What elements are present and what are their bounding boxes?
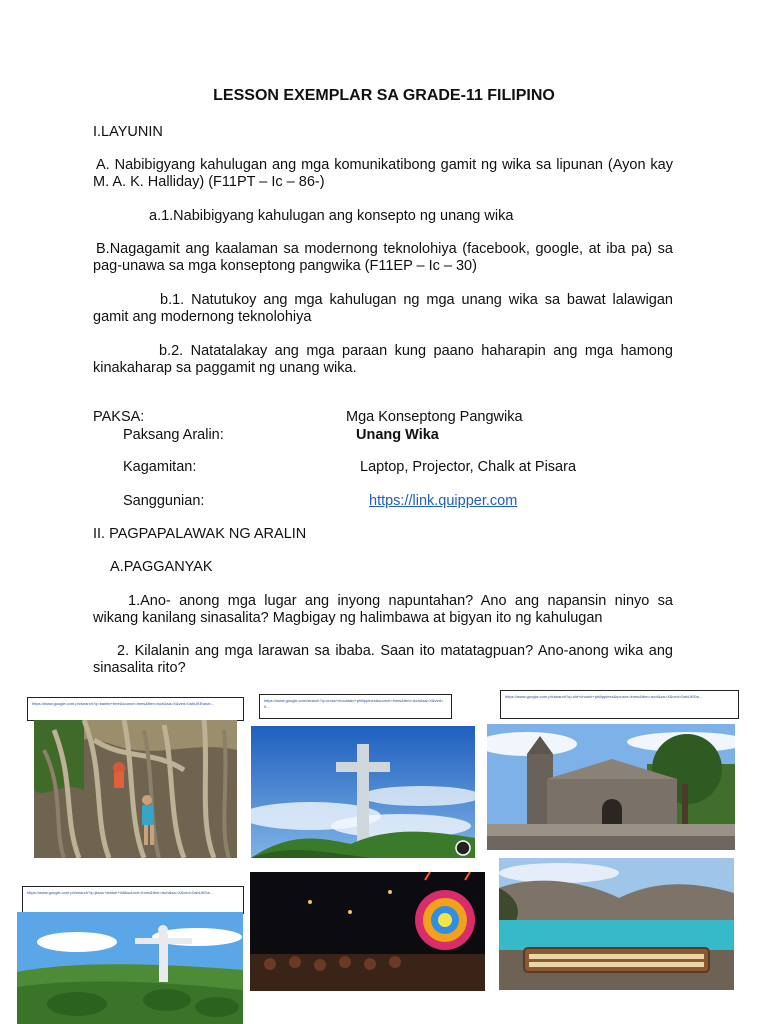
image-url-box-3[interactable] bbox=[500, 690, 739, 719]
image-url-2[interactable]: https://www.google.com/search?q=cross+mountain+philippines&source=lnms&tbm=isch&sa=X&ved=0... bbox=[264, 698, 444, 709]
objective-a: A. Nabibigyang kahulugan ang mga komunikatibong gamit ng wika sa lipunan (Ayon kay M. A. K. Halliday) (F11PT – Ic – 86-) bbox=[93, 157, 673, 190]
image-url-box-4[interactable] bbox=[22, 886, 244, 914]
paksa-label: PAKSA: bbox=[93, 409, 145, 425]
pagpapalawak-heading: II. PAGPAPALAWAK NG ARALIN bbox=[93, 526, 307, 542]
pagganyak-heading: A.PAGGANYAK bbox=[110, 559, 213, 575]
image-url-box-1[interactable] bbox=[27, 697, 244, 721]
crater-lake-photo bbox=[499, 858, 734, 990]
question-1: 1.Ano- anong mga lugar ang inyong napuntahan? Ano ang napansin ninyo sa wikang kanilang sinasalita? Magbigay ng halimbawa at bigyan ito ng kahulugan bbox=[93, 593, 673, 626]
question-2: 2. Kilalanin ang mga larawan sa ibaba. Saan ito matatagpuan? Ano-anong wika ang sinasalita rito? bbox=[93, 643, 673, 676]
objective-b: B.Nagagamit ang kaalaman sa modernong teknolohiya (facebook, google, at iba pa) sa pag-unawa sa mga konseptong pangwika (F11EP – Ic – 30) bbox=[93, 241, 673, 274]
image-url-3[interactable]: https://www.google.com.ph/search?q=old+church+philippines&source=lnms&tbm=isch&sa=X&ved=0ahUKEw... bbox=[505, 694, 703, 699]
sanggunian-link[interactable]: https://link.quipper.com bbox=[369, 493, 518, 509]
paksa-value: Mga Konseptong Pangwika bbox=[346, 409, 523, 425]
kagamitan-label: Kagamitan: bbox=[123, 459, 197, 475]
layunin-heading: I.LAYUNIN bbox=[93, 124, 163, 140]
paksang-aralin-value: Unang Wika bbox=[356, 427, 439, 443]
image-url-box-2[interactable] bbox=[259, 694, 452, 719]
cross-monument-photo bbox=[251, 726, 475, 858]
objective-b1: b.1. Natutukoy ang mga kahulugan ng mga unang wika sa bawat lalawigan gamit ang modernong teknolohiya bbox=[93, 292, 673, 325]
festival-lantern-photo bbox=[250, 872, 485, 991]
sanggunian-label: Sanggunian: bbox=[123, 493, 205, 509]
objective-a1: a.1.Nabibigyang kahulugan ang konsepto ng unang wika bbox=[149, 208, 514, 224]
kagamitan-value: Laptop, Projector, Chalk at Pisara bbox=[360, 459, 577, 475]
statue-hill-photo bbox=[17, 912, 243, 1024]
document-title: LESSON EXEMPLAR SA GRADE-11 FILIPINO bbox=[213, 87, 555, 104]
objective-b2: b.2. Natatalakay ang mga paraan kung paano haharapin ang mga hamong kinakaharap sa paggamit ng unang wika. bbox=[93, 343, 673, 376]
image-url-1[interactable]: https://www.google.com.ph/search?q=balete+tree&source=lnms&tbm=isch&sa=X&ved=0ahUKEwiub... bbox=[32, 701, 214, 706]
image-url-4[interactable]: https://www.google.com.ph/search?q=jesus+statue+hill&source=lnms&tbm=isch&sa=X&ved=0ahUKEw... bbox=[27, 890, 213, 895]
stone-church-photo bbox=[487, 724, 735, 850]
balete-tree-photo bbox=[34, 720, 237, 858]
paksang-aralin-label: Paksang Aralin: bbox=[123, 427, 224, 443]
